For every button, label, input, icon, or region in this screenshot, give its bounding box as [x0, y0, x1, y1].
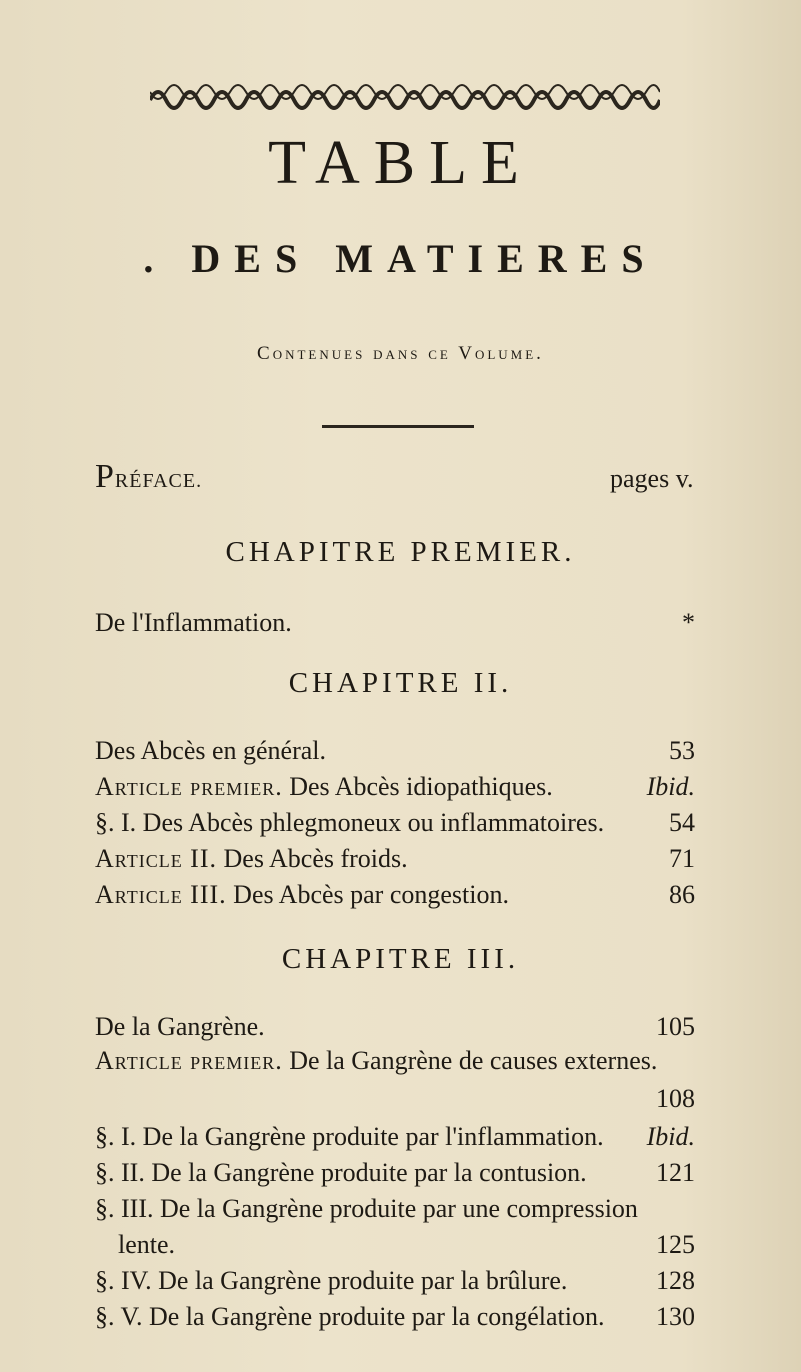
subtitle: Contenues dans ce Volume.	[257, 343, 544, 364]
chapter-heading: CHAPITRE PREMIER.	[225, 536, 576, 568]
toc-entry: §. I. De la Gangrène produite par l'inflammation. Ibid.	[95, 1122, 695, 1151]
toc-entry: Article premier. De la Gangrène de causes externes.	[95, 1046, 658, 1075]
toc-entry: §. II. De la Gangrène produite par la contusion. 121	[95, 1158, 695, 1187]
toc-entry: Article II. Des Abcès froids. 71	[95, 844, 695, 873]
toc-entry: Article premier. Des Abcès idiopathiques. Ibid.	[95, 772, 695, 801]
toc-entry: De la Gangrène. 105	[95, 1012, 695, 1041]
toc-entry: §. IV. De la Gangrène produite par la brûlure. 128	[95, 1266, 695, 1295]
title-table: TABLE	[268, 129, 533, 197]
chapter-heading: CHAPITRE III.	[281, 943, 520, 975]
preface-label: PRÉFACE.	[95, 458, 203, 495]
toc-entry: Article III. Des Abcès par congestion. 86	[95, 880, 695, 909]
decorative-border-ornament	[150, 78, 660, 110]
toc-entry: Des Abcès en général. 53	[95, 736, 695, 765]
preface-page: pages v.	[610, 464, 694, 493]
divider-rule	[322, 425, 474, 428]
toc-entry: §. I. Des Abcès phlegmoneux ou inflammatoires. 54	[95, 808, 695, 837]
toc-entry: De l'Inflammation. *	[95, 608, 695, 637]
toc-entry-page: 108	[656, 1084, 695, 1113]
toc-entry: §. III. De la Gangrène produite par une compression	[95, 1194, 638, 1223]
chapter-heading: CHAPITRE II.	[288, 667, 513, 699]
toc-entry: §. V. De la Gangrène produite par la congélation. 130	[95, 1302, 695, 1331]
title-des-matieres: . DES MATIERES	[143, 236, 658, 281]
toc-entry-continuation: lente. 125	[118, 1230, 695, 1259]
